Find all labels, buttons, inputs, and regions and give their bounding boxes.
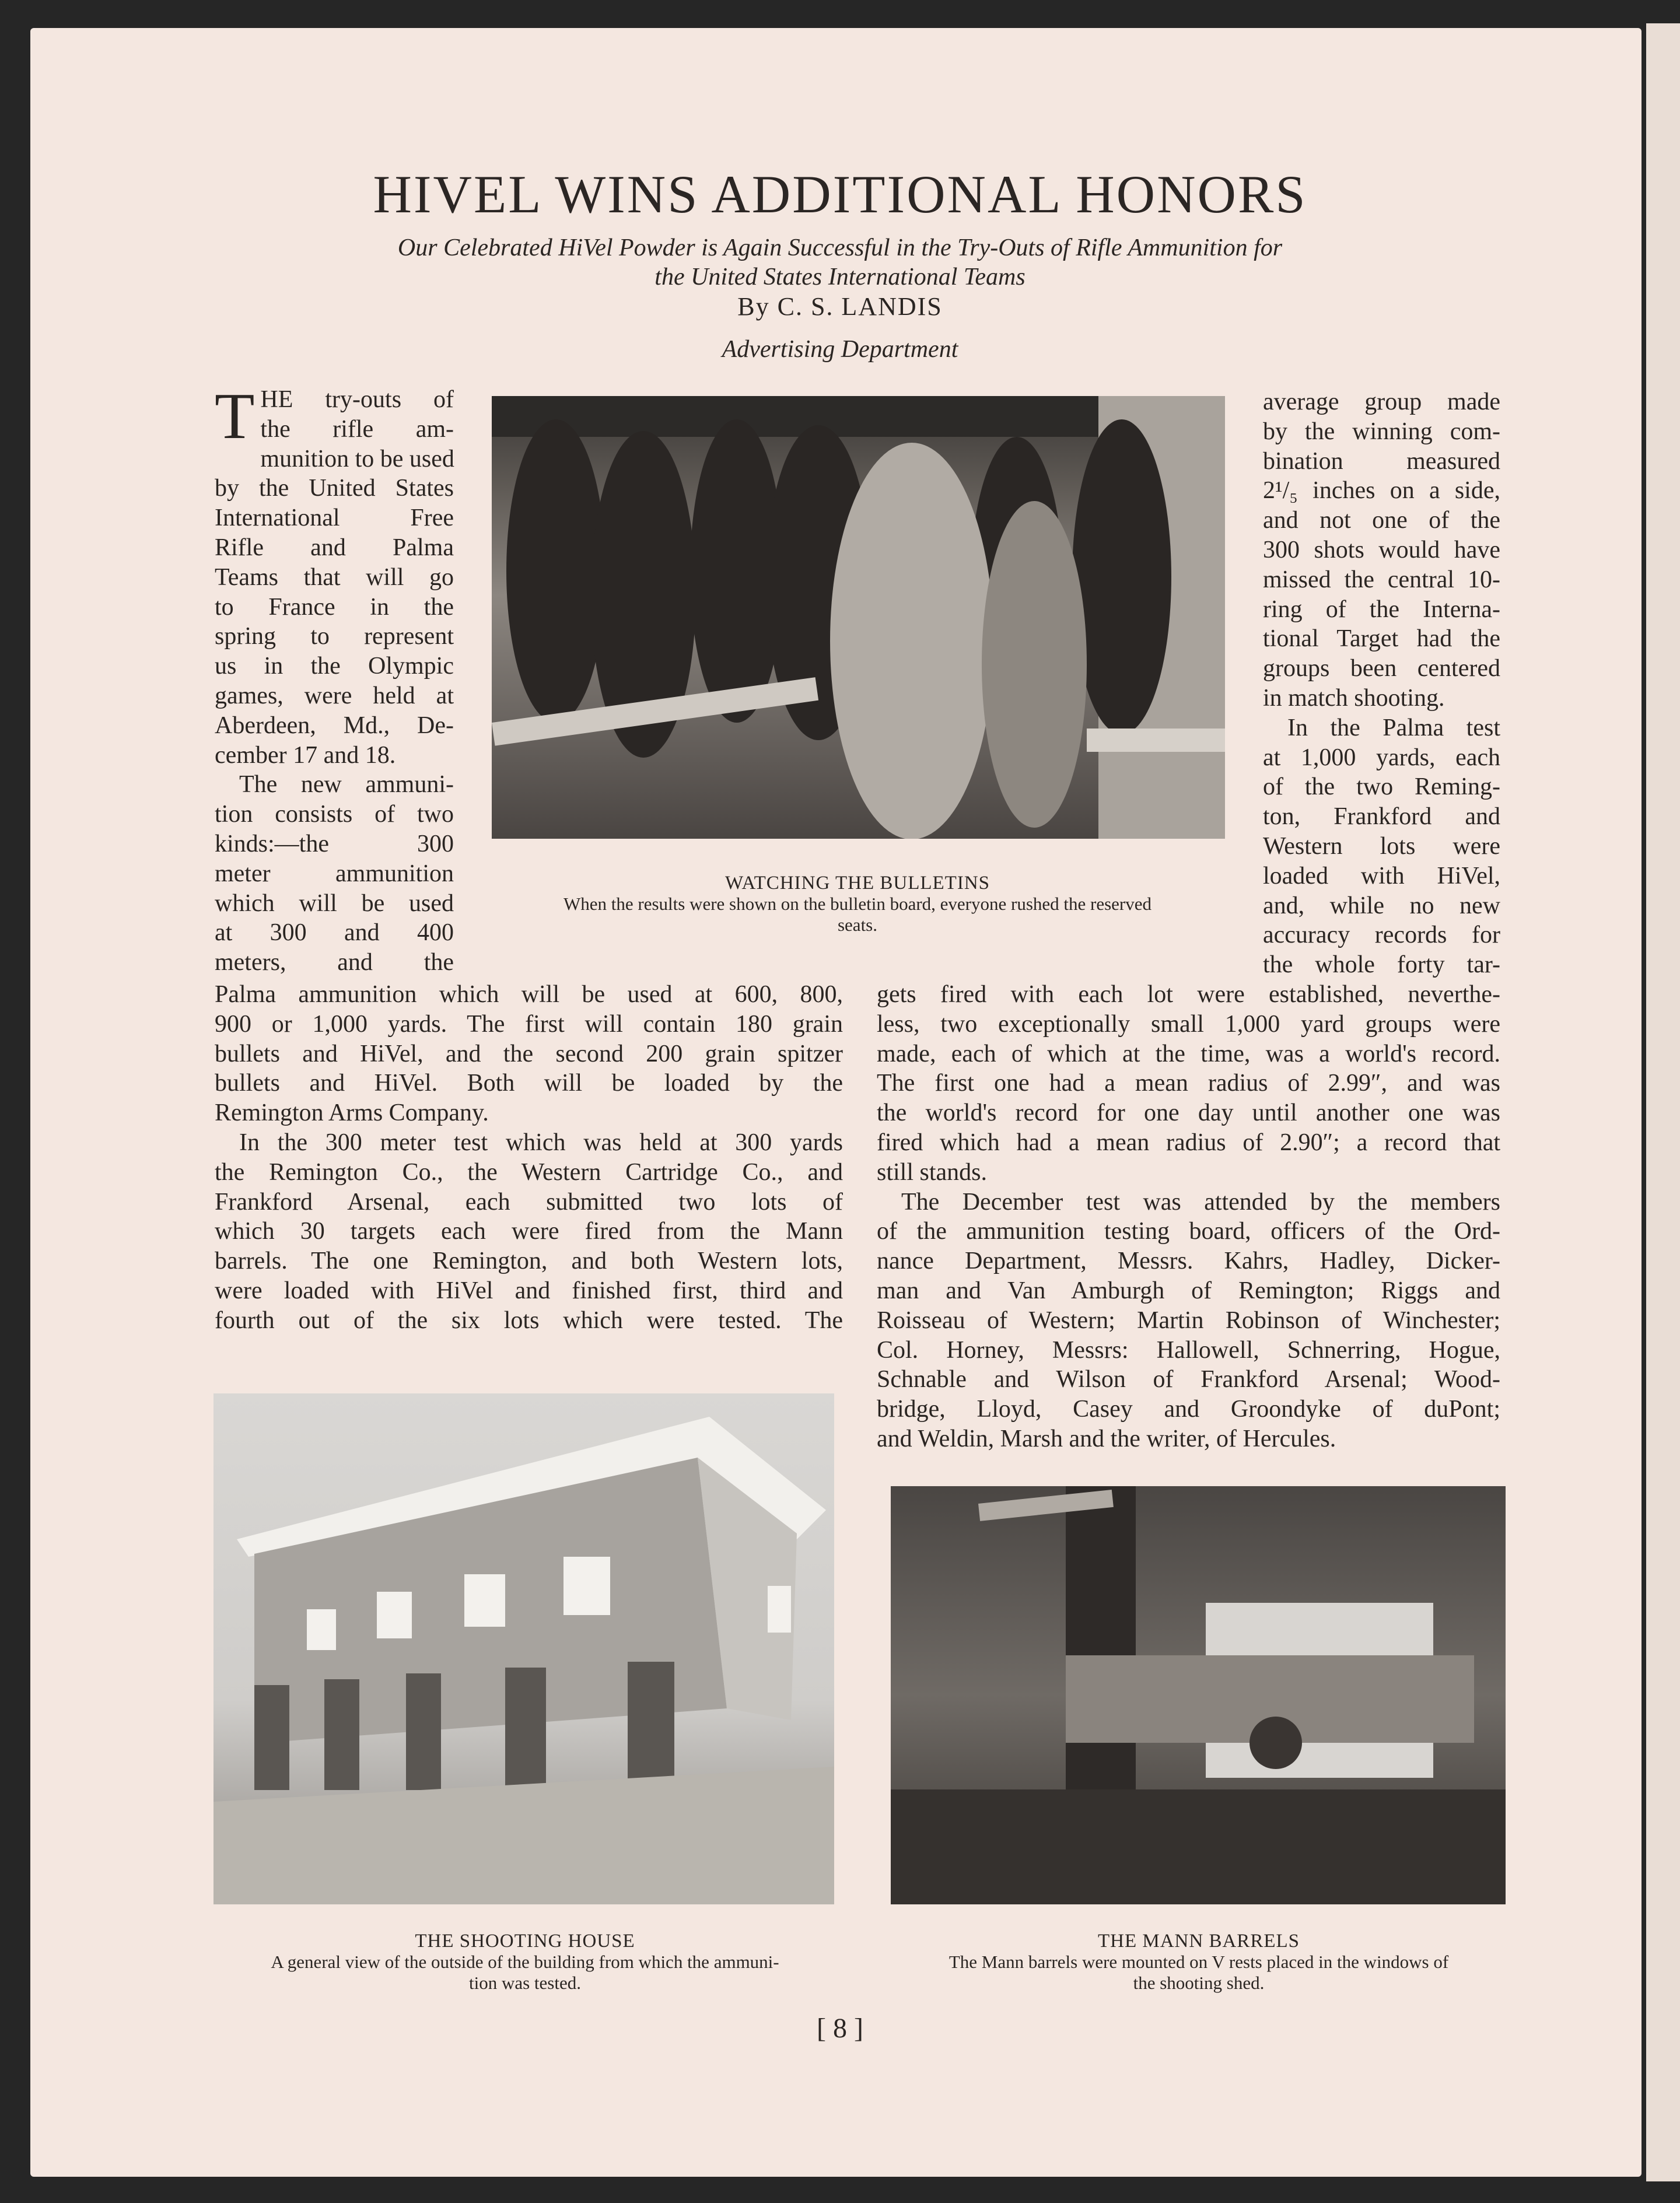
text-line: In the Palma test <box>1287 714 1500 741</box>
text-line: munition to be used <box>260 445 454 472</box>
text-line: Rifle and Palma <box>215 534 454 561</box>
text-line: groups been centered <box>1263 655 1500 682</box>
text-line: average group made <box>1263 388 1500 415</box>
text-line: HE try-outs of <box>260 386 454 413</box>
text-column-left-wide <box>215 980 843 1336</box>
text-line: bullets and HiVel, and the second 200 grain spitzer <box>215 1040 843 1067</box>
text-line: gets fired with each lot were established, neverthe- <box>877 981 1500 1008</box>
photo-mann-barrels <box>891 1486 1506 1904</box>
text-column-right-narrow <box>1263 387 1500 980</box>
text-line: the Remington Co., the Western Cartridge Co., and <box>215 1158 843 1186</box>
article-title: HIVEL WINS ADDITIONAL HONORS <box>373 164 1307 224</box>
text-line: were loaded with HiVel and finished first, third and <box>215 1277 843 1304</box>
text-line: The first one had a mean radius of 2.99″, and was <box>877 1070 1500 1097</box>
text-line: The new ammuni- <box>239 771 454 798</box>
text-line: which 30 targets each were fired from the Mann <box>215 1218 843 1245</box>
caption-mann-barrels <box>875 1931 1522 1994</box>
text-line: of the two Reming- <box>1263 773 1500 801</box>
text-line: the whole forty tar- <box>1263 951 1500 979</box>
text-line: ring of the Interna- <box>1263 596 1500 623</box>
text-line: ton, Frankford and <box>1263 803 1500 831</box>
caption-heading: THE MANN BARRELS <box>1097 1931 1300 1952</box>
caption-shooting-house <box>204 1931 846 1994</box>
text-line: by the United States <box>215 475 454 502</box>
text-line: Frankford Arsenal, each submitted two lots of <box>215 1188 843 1216</box>
text-line: less, two exceptionally small 1,000 yard groups were <box>877 1010 1500 1038</box>
text-line: meter ammunition <box>215 860 454 887</box>
text-line: 300 shots would have <box>1263 536 1500 563</box>
barrels-image <box>891 1486 1506 1904</box>
text-line: to France in the <box>215 593 454 621</box>
article-subtitle <box>233 233 1447 292</box>
caption-text: The Mann barrels were mounted on V rests placed in the windows of <box>949 1952 1449 1972</box>
text-line: by the winning com- <box>1263 418 1500 445</box>
text-line: us in the Olympic <box>215 653 454 680</box>
text-line: 900 or 1,000 yards. The first will contain 180 grain <box>215 1010 843 1038</box>
text-line: Teams that will go <box>215 563 454 591</box>
text-line: Western lots were <box>1263 832 1500 860</box>
caption-heading: WATCHING THE BULLETINS <box>724 873 990 894</box>
text-line: The December test was attended by the members <box>901 1188 1500 1216</box>
text-line: nance Department, Messrs. Kahrs, Hadley, Dicker- <box>877 1248 1500 1275</box>
text-line: at 300 and 400 <box>215 919 454 947</box>
text-line: barrels. The one Remington, and both Western lots, <box>215 1248 843 1275</box>
text-line: International Free <box>215 505 454 532</box>
text-line: bridge, Lloyd, Casey and Groondyke of duPont; <box>877 1396 1500 1423</box>
text-line: made, each of which at the time, was a world's record. <box>877 1040 1500 1067</box>
text-line: and, while no new <box>1263 892 1500 919</box>
byline: By C. S. LANDIS <box>737 292 943 321</box>
text-line: tion consists of two <box>215 801 454 828</box>
text-line: tional Target had the <box>1263 625 1500 653</box>
drop-cap: T <box>215 380 255 453</box>
text-line: still stands. <box>877 1158 988 1186</box>
caption-text: tion was tested. <box>469 1973 581 1993</box>
text-line: spring to represent <box>215 623 454 650</box>
text-line: in match shooting. <box>1263 684 1445 712</box>
subtitle-line: the United States International Teams <box>654 264 1026 290</box>
text-line: bullets and HiVel. Both will be loaded by the <box>215 1070 843 1097</box>
text-line: the rifle am- <box>260 415 454 443</box>
text-line: which will be used <box>215 889 454 917</box>
department: Advertising Department <box>722 336 958 363</box>
text-line: Schnable and Wilson of Frankford Arsenal; Wood- <box>877 1366 1500 1393</box>
text-line: man and Van Amburgh of Remington; Riggs and <box>877 1277 1500 1304</box>
text-line: missed the central 10- <box>1263 566 1500 593</box>
text-line: fired which had a mean radius of 2.90″; a record that <box>877 1129 1500 1156</box>
crowd-image <box>492 396 1225 839</box>
caption-text: seats. <box>837 915 877 935</box>
text-line: the world's record for one day until another one was <box>877 1099 1500 1127</box>
text-line: cember 17 and 18. <box>215 741 396 769</box>
text-line: Roisseau of Western; Martin Robinson of Winchester; <box>877 1307 1500 1334</box>
text-line: Palma ammunition which will be used at 600, 800, <box>215 981 843 1008</box>
text-column-right-wide <box>877 980 1500 1454</box>
caption-watching-the-bulletins <box>478 873 1237 936</box>
text-line: of the ammunition testing board, officers of the Ord- <box>877 1218 1500 1245</box>
text-line: 2¹/₅ inches on a side, <box>1263 477 1500 505</box>
caption-text: the shooting shed. <box>1133 1973 1265 1993</box>
text-line: Col. Horney, Messrs: Hallowell, Schnerring, Hogue, <box>877 1336 1500 1364</box>
building-image <box>214 1393 834 1904</box>
text-line: fourth out of the six lots which were tested. The <box>215 1307 843 1334</box>
text-line: accuracy records for <box>1263 922 1500 949</box>
caption-heading: THE SHOOTING HOUSE <box>415 1931 635 1952</box>
photo-watching-the-bulletins <box>492 396 1225 839</box>
caption-text: When the results were shown on the bulletin board, everyone rushed the reserved <box>563 894 1152 914</box>
text-line: Aberdeen, Md., De- <box>215 712 454 739</box>
text-line: In the 300 meter test which was held at 300 yards <box>239 1129 843 1156</box>
text-column-left-narrow <box>215 380 454 978</box>
page-number: [ 8 ] <box>817 2013 863 2044</box>
text-line: Remington Arms Company. <box>215 1099 489 1127</box>
photo-shooting-house <box>214 1393 834 1904</box>
text-line: loaded with HiVel, <box>1263 862 1500 889</box>
caption-text: A general view of the outside of the building from which the ammuni- <box>271 1952 779 1972</box>
text-line: meters, and the <box>215 949 454 976</box>
subtitle-line: Our Celebrated HiVel Powder is Again Successful in the Try-Outs of Rifle Ammunition for <box>397 234 1283 261</box>
text-line: at 1,000 yards, each <box>1263 744 1500 771</box>
text-line: bination measured <box>1263 447 1500 475</box>
text-line: games, were held at <box>215 682 454 709</box>
text-line: kinds:—the 300 <box>215 830 454 857</box>
text-line: and not one of the <box>1263 507 1500 534</box>
text-line: and Weldin, Marsh and the writer, of Hercules. <box>877 1425 1336 1452</box>
